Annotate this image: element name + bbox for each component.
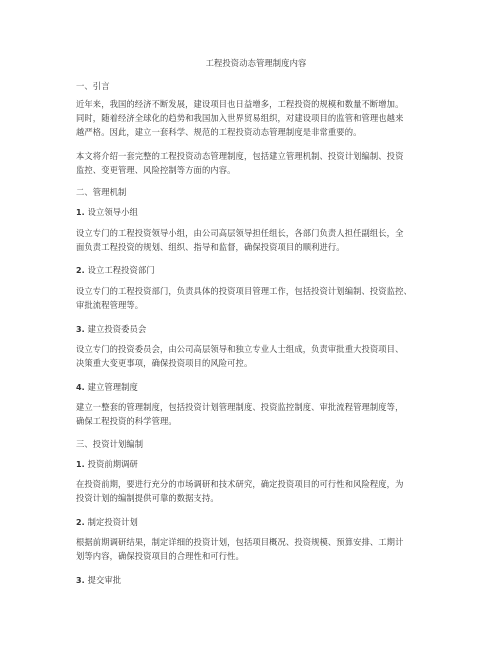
paragraph-leadership-group	[76, 226, 436, 254]
paragraph-line: 在投资前期，要进行充分的市场调研和技术研究，确定投资项目的可行性和风险程度，为	[76, 479, 404, 489]
paragraph-line: 划等内容，确保投资项目的合理性和可行性。	[76, 551, 244, 561]
subheading-preliminary-research	[76, 457, 436, 472]
item-number: 2.	[76, 518, 85, 527]
item-label: 设立领导小组	[87, 207, 138, 217]
paragraph-make-investment-plan	[76, 535, 436, 563]
section-heading-management: 二、管理机制	[76, 187, 127, 197]
paragraph-line: 投资计划的编制提供可靠的数据支持。	[76, 493, 219, 503]
paragraph-line: 建立一整套的管理制度，包括投资计划管理制度、投资监控制度、审批流程管理制度等，	[76, 402, 404, 412]
paragraph-line: 越严格。因此，建立一套科学、规范的工程投资动态管理制度是非常重要的。	[76, 127, 362, 137]
item-label: 建立管理制度	[87, 382, 138, 392]
section-heading-investment-plan: 三、投资计划编制	[76, 439, 144, 449]
paragraph-line: 根据前期调研结果，制定详细的投资计划，包括项目概况、投资规模、预算安排、工期计	[76, 537, 404, 547]
paragraph-line: 确保工程投资的科学管理。	[76, 416, 177, 426]
paragraph-line: 设立专门的工程投资领导小组，由公司高层领导担任组长，各部门负责人担任副组长，全	[76, 228, 404, 238]
item-number: 1.	[76, 460, 85, 469]
paragraph-preliminary-research	[76, 477, 436, 505]
item-number: 3.	[76, 325, 85, 334]
item-label: 投资前期调研	[87, 459, 138, 469]
paragraph-line: 本文将介绍一套完整的工程投资动态管理制度，包括建立管理机制、投资计划编制、投资	[76, 151, 404, 161]
item-label: 设立工程投资部门	[87, 265, 155, 275]
subheading-investment-committee	[76, 322, 436, 337]
paragraph-line: 近年来，我国的经济不断发展，建设项目也日益增多，工程投资的规模和数量不断增加。	[76, 99, 404, 109]
paragraph-investment-committee	[76, 342, 436, 370]
item-number: 4.	[76, 383, 85, 392]
item-number: 3.	[76, 576, 85, 585]
subheading-make-investment-plan	[76, 515, 436, 530]
item-label: 提交审批	[87, 575, 122, 585]
paragraph-investment-department	[76, 284, 436, 312]
paragraph-line: 决策重大变更事项，确保投资项目的风险可控。	[76, 358, 253, 368]
intro-paragraph-2	[76, 149, 436, 177]
item-number: 1.	[76, 208, 85, 217]
section-heading-intro: 一、引言	[76, 81, 110, 91]
subheading-investment-department	[76, 263, 436, 278]
item-label: 建立投资委员会	[87, 324, 147, 334]
item-number: 2.	[76, 266, 85, 275]
document-title: 工程投资动态管理制度内容	[205, 58, 307, 68]
paragraph-line: 监控、变更管理、风险控制等方面的内容。	[76, 165, 236, 175]
paragraph-management-system	[76, 400, 436, 428]
item-label: 制定投资计划	[87, 517, 138, 527]
subheading-management-system	[76, 380, 436, 395]
intro-paragraph-1	[76, 97, 436, 139]
paragraph-line: 审批流程管理等。	[76, 300, 144, 310]
subheading-submit-approval	[76, 573, 436, 588]
paragraph-line: 同时，随着经济全球化的趋势和我国加入世界贸易组织，对建设项目的监管和管理也越来	[76, 113, 404, 123]
paragraph-line: 设立专门的投资委员会，由公司高层领导和独立专业人士组成，负责审批重大投资项目、	[76, 344, 404, 354]
subheading-leadership-group	[76, 205, 436, 220]
paragraph-line: 面负责工程投资的规划、组织、指导和监督，确保投资项目的顺利进行。	[76, 242, 345, 252]
paragraph-line: 设立专门的工程投资部门，负责具体的投资项目管理工作，包括投资计划编制、投资监控、	[76, 286, 412, 296]
